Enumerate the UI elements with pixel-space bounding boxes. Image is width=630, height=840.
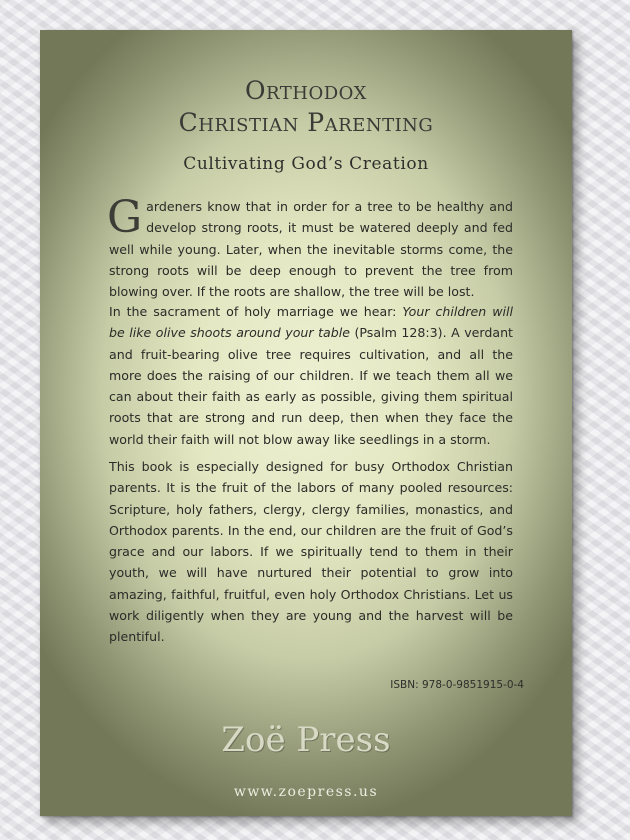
isbn-number: ISBN: 978-0-9851915-0-4 <box>390 679 524 691</box>
publisher-website: www.zoepress.us <box>233 784 379 800</box>
description-paragraph-2 <box>109 301 513 450</box>
scripture-quote: Your children will be like olive shoots around your table <box>109 304 513 341</box>
book-back-cover <box>40 30 572 816</box>
paragraph-1-text: ardeners know that in order for a tree to be healthy and develop strong roots, it must be watered deeply and fed well while young. Later, when the inevitable storms come, the strong roots will be deep enough to prevent the tree from blowing over. If the roots are shallow, the tree will be lost. <box>109 199 513 300</box>
description-paragraph-1 <box>107 192 513 302</box>
description-paragraph-3: This book is especially designed for busy Orthodox Christian parents. It is the fruit of the labors of many pooled resources: Scripture, holy fathers, clergy, clergy families, monastics, and Orthodox parents. In the end, our children are the fruit of God’s grace and our labors. If we spiritually tend to them in their youth, we will have nurtured their potential to grow into amazing, faithful, fruitful, even holy Orthodox Christians. Let us work diligently when they are young and the harvest will be plentiful. <box>109 459 513 645</box>
publisher-logo: Zoë Press <box>221 720 391 760</box>
book-subtitle: Cultivating God’s Creation <box>183 154 429 174</box>
drop-cap-letter: G <box>107 192 143 243</box>
book-title-line2: Christian Parenting <box>178 108 434 137</box>
book-title-line1: Orthodox <box>245 76 367 105</box>
paragraph-2-rest: (Psalm 128:3). A verdant and fruit-bearing olive tree requires cultivation, and all the more does the raising of our children. If we teach them all we can about their faith as early as possible, giving them spiritual roots that are strong and run deep, then when they face the world their faith will not blow away like seedlings in a storm. <box>109 325 513 447</box>
paragraph-2-intro: In the sacrament of holy marriage we hear: <box>109 304 403 319</box>
